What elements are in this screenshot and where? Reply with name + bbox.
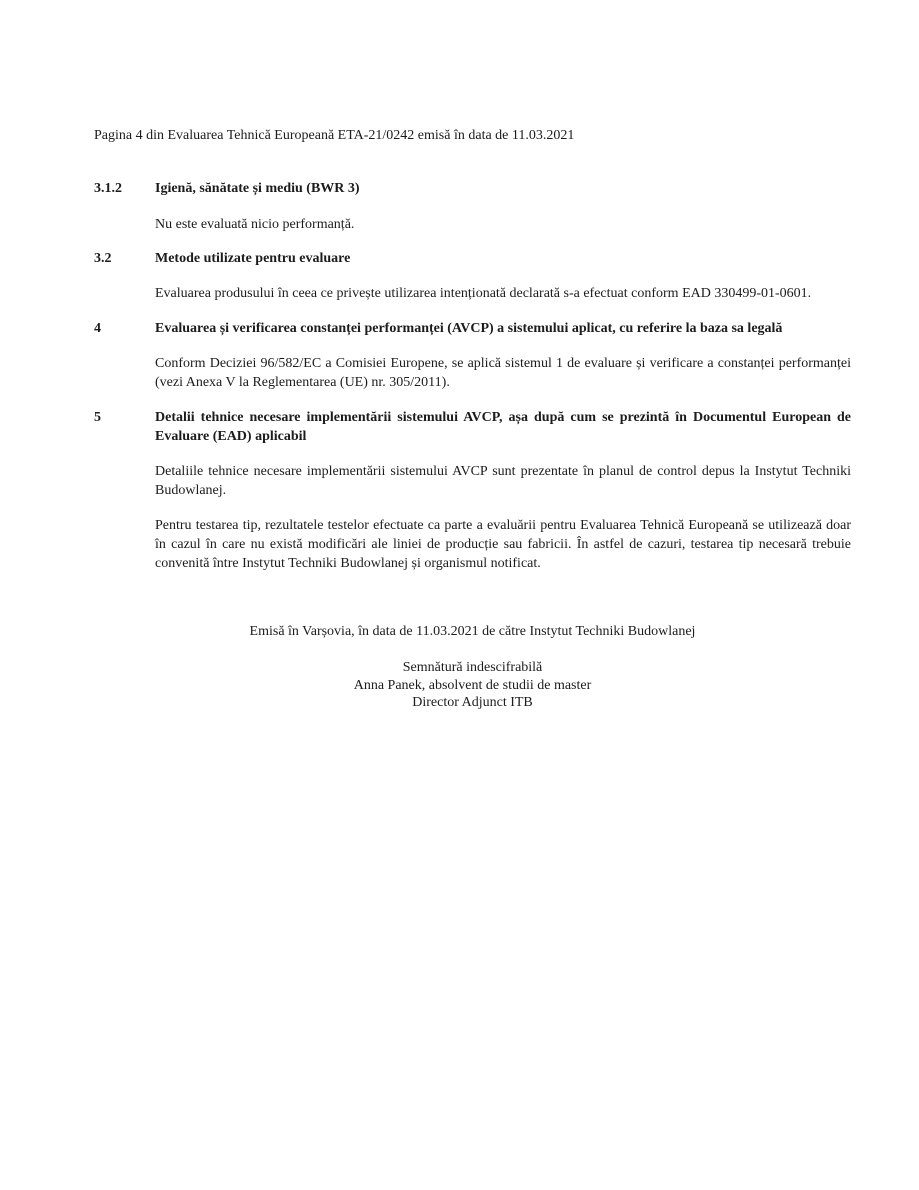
section-paragraph: Detaliile tehnice necesare implementării sistemului AVCP sunt prezentate în planul de control depus la Instytut Techniki Budowlanej. bbox=[155, 464, 851, 499]
page-header: Pagina 4 din Evaluarea Tehnică Europeană ETA-21/0242 emisă în data de 11.03.2021 bbox=[94, 128, 575, 143]
signature-line: Anna Panek, absolvent de studii de master bbox=[353, 677, 592, 693]
section-heading: Evaluarea și verificarea constanței performanței (AVCP) a sistemului aplicat, cu referire la baza sa legală bbox=[155, 320, 783, 336]
signature-line: Semnătură indescifrabilă bbox=[402, 660, 543, 675]
closing-block bbox=[94, 622, 851, 712]
section-5 bbox=[94, 408, 851, 447]
section-number: 4 bbox=[94, 320, 101, 336]
section-heading: Metode utilizate pentru evaluare bbox=[155, 250, 351, 266]
issued-line: Emisă în Varșovia, în data de 11.03.2021 de către Instytut Techniki Budowlanej bbox=[249, 623, 696, 639]
section-paragraph: Evaluarea produsului în ceea ce privește utilizarea intenționată declarată s-a efectuat conform EAD 330499-01-0601. bbox=[155, 286, 812, 302]
section-number: 3.2 bbox=[94, 250, 112, 266]
section-paragraph: Nu este evaluată nicio performanță. bbox=[155, 216, 355, 232]
section-number: 5 bbox=[94, 409, 101, 425]
section-4 bbox=[94, 319, 851, 338]
section-paragraph: Pentru testarea tip, rezultatele testelor efectuate ca parte a evaluării pentru Evaluarea Tehnică Europeană se utilizează doar în cazul în care nu există modificări ale liniei de producție sau fabricii. În astfel de cazuri, testarea tip necesară trebuie convenită între Instytut Techniki Budowlanej și organismul notificat. bbox=[155, 517, 851, 572]
section-heading: Detalii tehnice necesare implementării sistemului AVCP, așa după cum se prezintă în Documentul European de Evaluare (EAD) aplicabil bbox=[155, 409, 851, 444]
section-3-1-2 bbox=[94, 179, 851, 198]
section-paragraph: Conform Deciziei 96/582/EC a Comisiei Europene, se aplică sistemul 1 de evaluare și verificare a constanței performanței (vezi Anexa V la Reglementarea (UE) nr. 305/2011). bbox=[155, 355, 851, 391]
signature-line: Director Adjunct ITB bbox=[412, 695, 533, 710]
section-number: 3.1.2 bbox=[94, 181, 122, 197]
section-3-2 bbox=[94, 249, 851, 268]
section-heading: Igienă, sănătate și mediu (BWR 3) bbox=[155, 181, 360, 197]
